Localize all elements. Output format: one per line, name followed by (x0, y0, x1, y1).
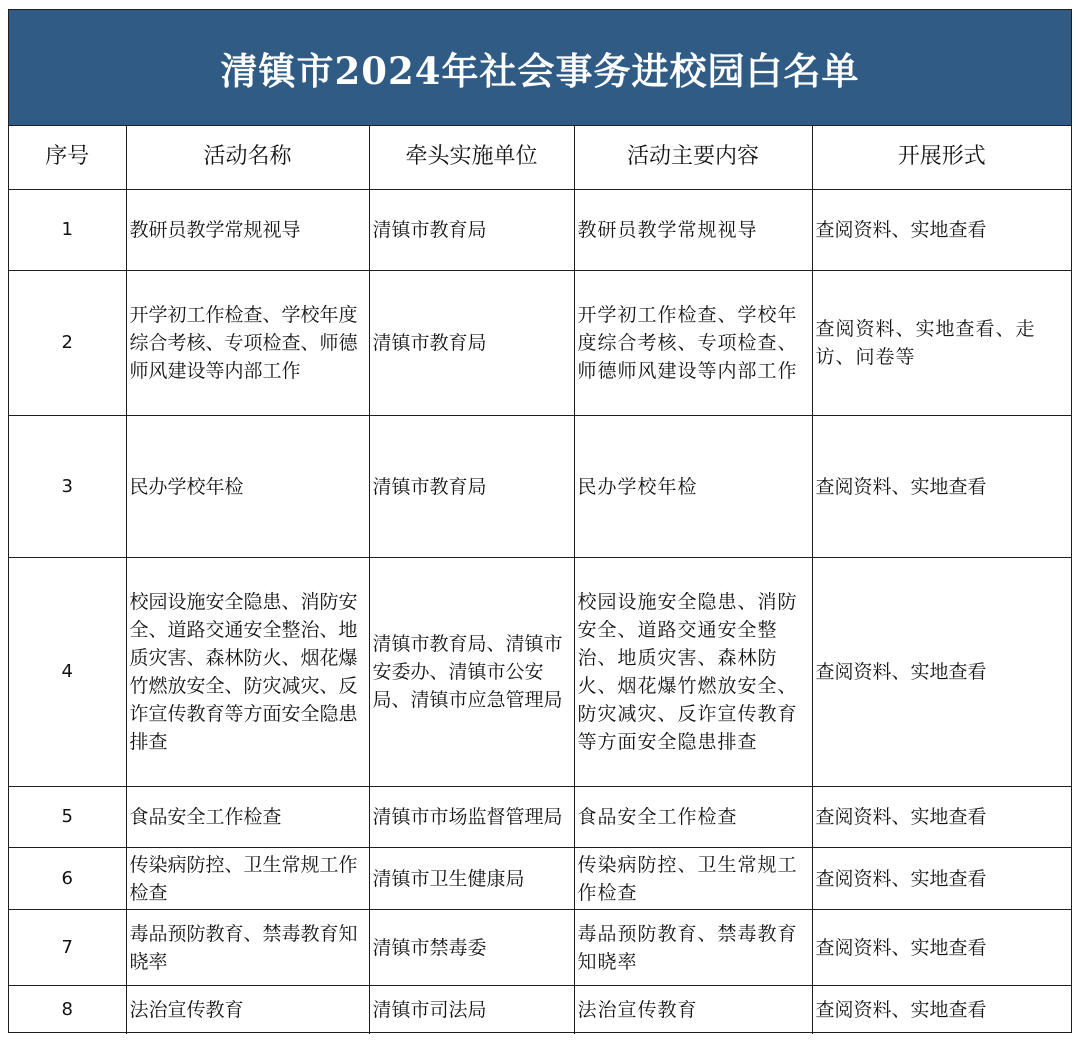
table-row (9, 910, 1071, 986)
cell-lead-unit: 清镇市卫生健康局 (369, 848, 574, 910)
cell-activity-name: 校园设施安全隐患、消防安全、道路交通安全整治、地质灾害、森林防火、烟花爆竹燃放安全、防灾减灾、反诈宣传教育等方面安全隐患排查 (126, 558, 369, 787)
cell-seq: 8 (9, 986, 126, 1034)
table-row (9, 416, 1071, 558)
table-row (9, 558, 1071, 787)
cell-activity-name: 教研员教学常规视导 (126, 190, 369, 271)
cell-form: 查阅资料、实地查看、走访、问卷等 (812, 271, 1071, 416)
cell-lead-unit: 清镇市教育局 (369, 416, 574, 558)
cell-lead-unit: 清镇市司法局 (369, 986, 574, 1034)
header-row (9, 125, 1071, 190)
cell-activity-name: 法治宣传教育 (126, 986, 369, 1034)
cell-content: 教研员教学常规视导 (574, 190, 812, 271)
cell-form: 查阅资料、实地查看 (812, 986, 1071, 1034)
cell-content: 校园设施安全隐患、消防安全、道路交通安全整治、地质灾害、森林防火、烟花爆竹燃放安全、防灾减灾、反诈宣传教育等方面安全隐患排查 (574, 558, 812, 787)
cell-seq: 4 (9, 558, 126, 787)
cell-activity-name: 毒品预防教育、禁毒教育知晓率 (126, 910, 369, 986)
cell-seq: 2 (9, 271, 126, 416)
cell-activity-name: 开学初工作检查、学校年度综合考核、专项检查、师德师风建设等内部工作 (126, 271, 369, 416)
cell-lead-unit: 清镇市市场监督管理局 (369, 787, 574, 848)
table-row (9, 848, 1071, 910)
cell-content: 传染病防控、卫生常规工作检查 (574, 848, 812, 910)
cell-seq: 1 (9, 190, 126, 271)
header-seq: 序号 (9, 125, 126, 190)
page-title: 清镇市2024年社会事务进校园白名单 (220, 48, 860, 93)
cell-content: 民办学校年检 (574, 416, 812, 558)
cell-seq: 3 (9, 416, 126, 558)
header-content: 活动主要内容 (574, 125, 812, 190)
cell-activity-name: 传染病防控、卫生常规工作检查 (126, 848, 369, 910)
cell-form: 查阅资料、实地查看 (812, 190, 1071, 271)
cell-content: 法治宣传教育 (574, 986, 812, 1034)
table-row (9, 271, 1071, 416)
cell-form: 查阅资料、实地查看 (812, 787, 1071, 848)
cell-form: 查阅资料、实地查看 (812, 558, 1071, 787)
whitelist-document (8, 9, 1072, 1033)
cell-activity-name: 民办学校年检 (126, 416, 369, 558)
cell-lead-unit: 清镇市教育局、清镇市安委办、清镇市公安局、清镇市应急管理局 (369, 558, 574, 787)
cell-lead-unit: 清镇市教育局 (369, 271, 574, 416)
whitelist-table (9, 125, 1071, 1034)
cell-content: 食品安全工作检查 (574, 787, 812, 848)
cell-seq: 6 (9, 848, 126, 910)
cell-content: 毒品预防教育、禁毒教育知晓率 (574, 910, 812, 986)
cell-seq: 5 (9, 787, 126, 848)
cell-form: 查阅资料、实地查看 (812, 848, 1071, 910)
cell-activity-name: 食品安全工作检查 (126, 787, 369, 848)
header-form: 开展形式 (812, 125, 1071, 190)
cell-form: 查阅资料、实地查看 (812, 416, 1071, 558)
cell-lead-unit: 清镇市禁毒委 (369, 910, 574, 986)
header-lead-unit: 牵头实施单位 (369, 125, 574, 190)
cell-content: 开学初工作检查、学校年度综合考核、专项检查、师德师风建设等内部工作 (574, 271, 812, 416)
table-row (9, 190, 1071, 271)
table-row (9, 787, 1071, 848)
header-activity-name: 活动名称 (126, 125, 369, 190)
table-row (9, 986, 1071, 1034)
title-banner (9, 10, 1071, 126)
cell-seq: 7 (9, 910, 126, 986)
cell-form: 查阅资料、实地查看 (812, 910, 1071, 986)
cell-lead-unit: 清镇市教育局 (369, 190, 574, 271)
